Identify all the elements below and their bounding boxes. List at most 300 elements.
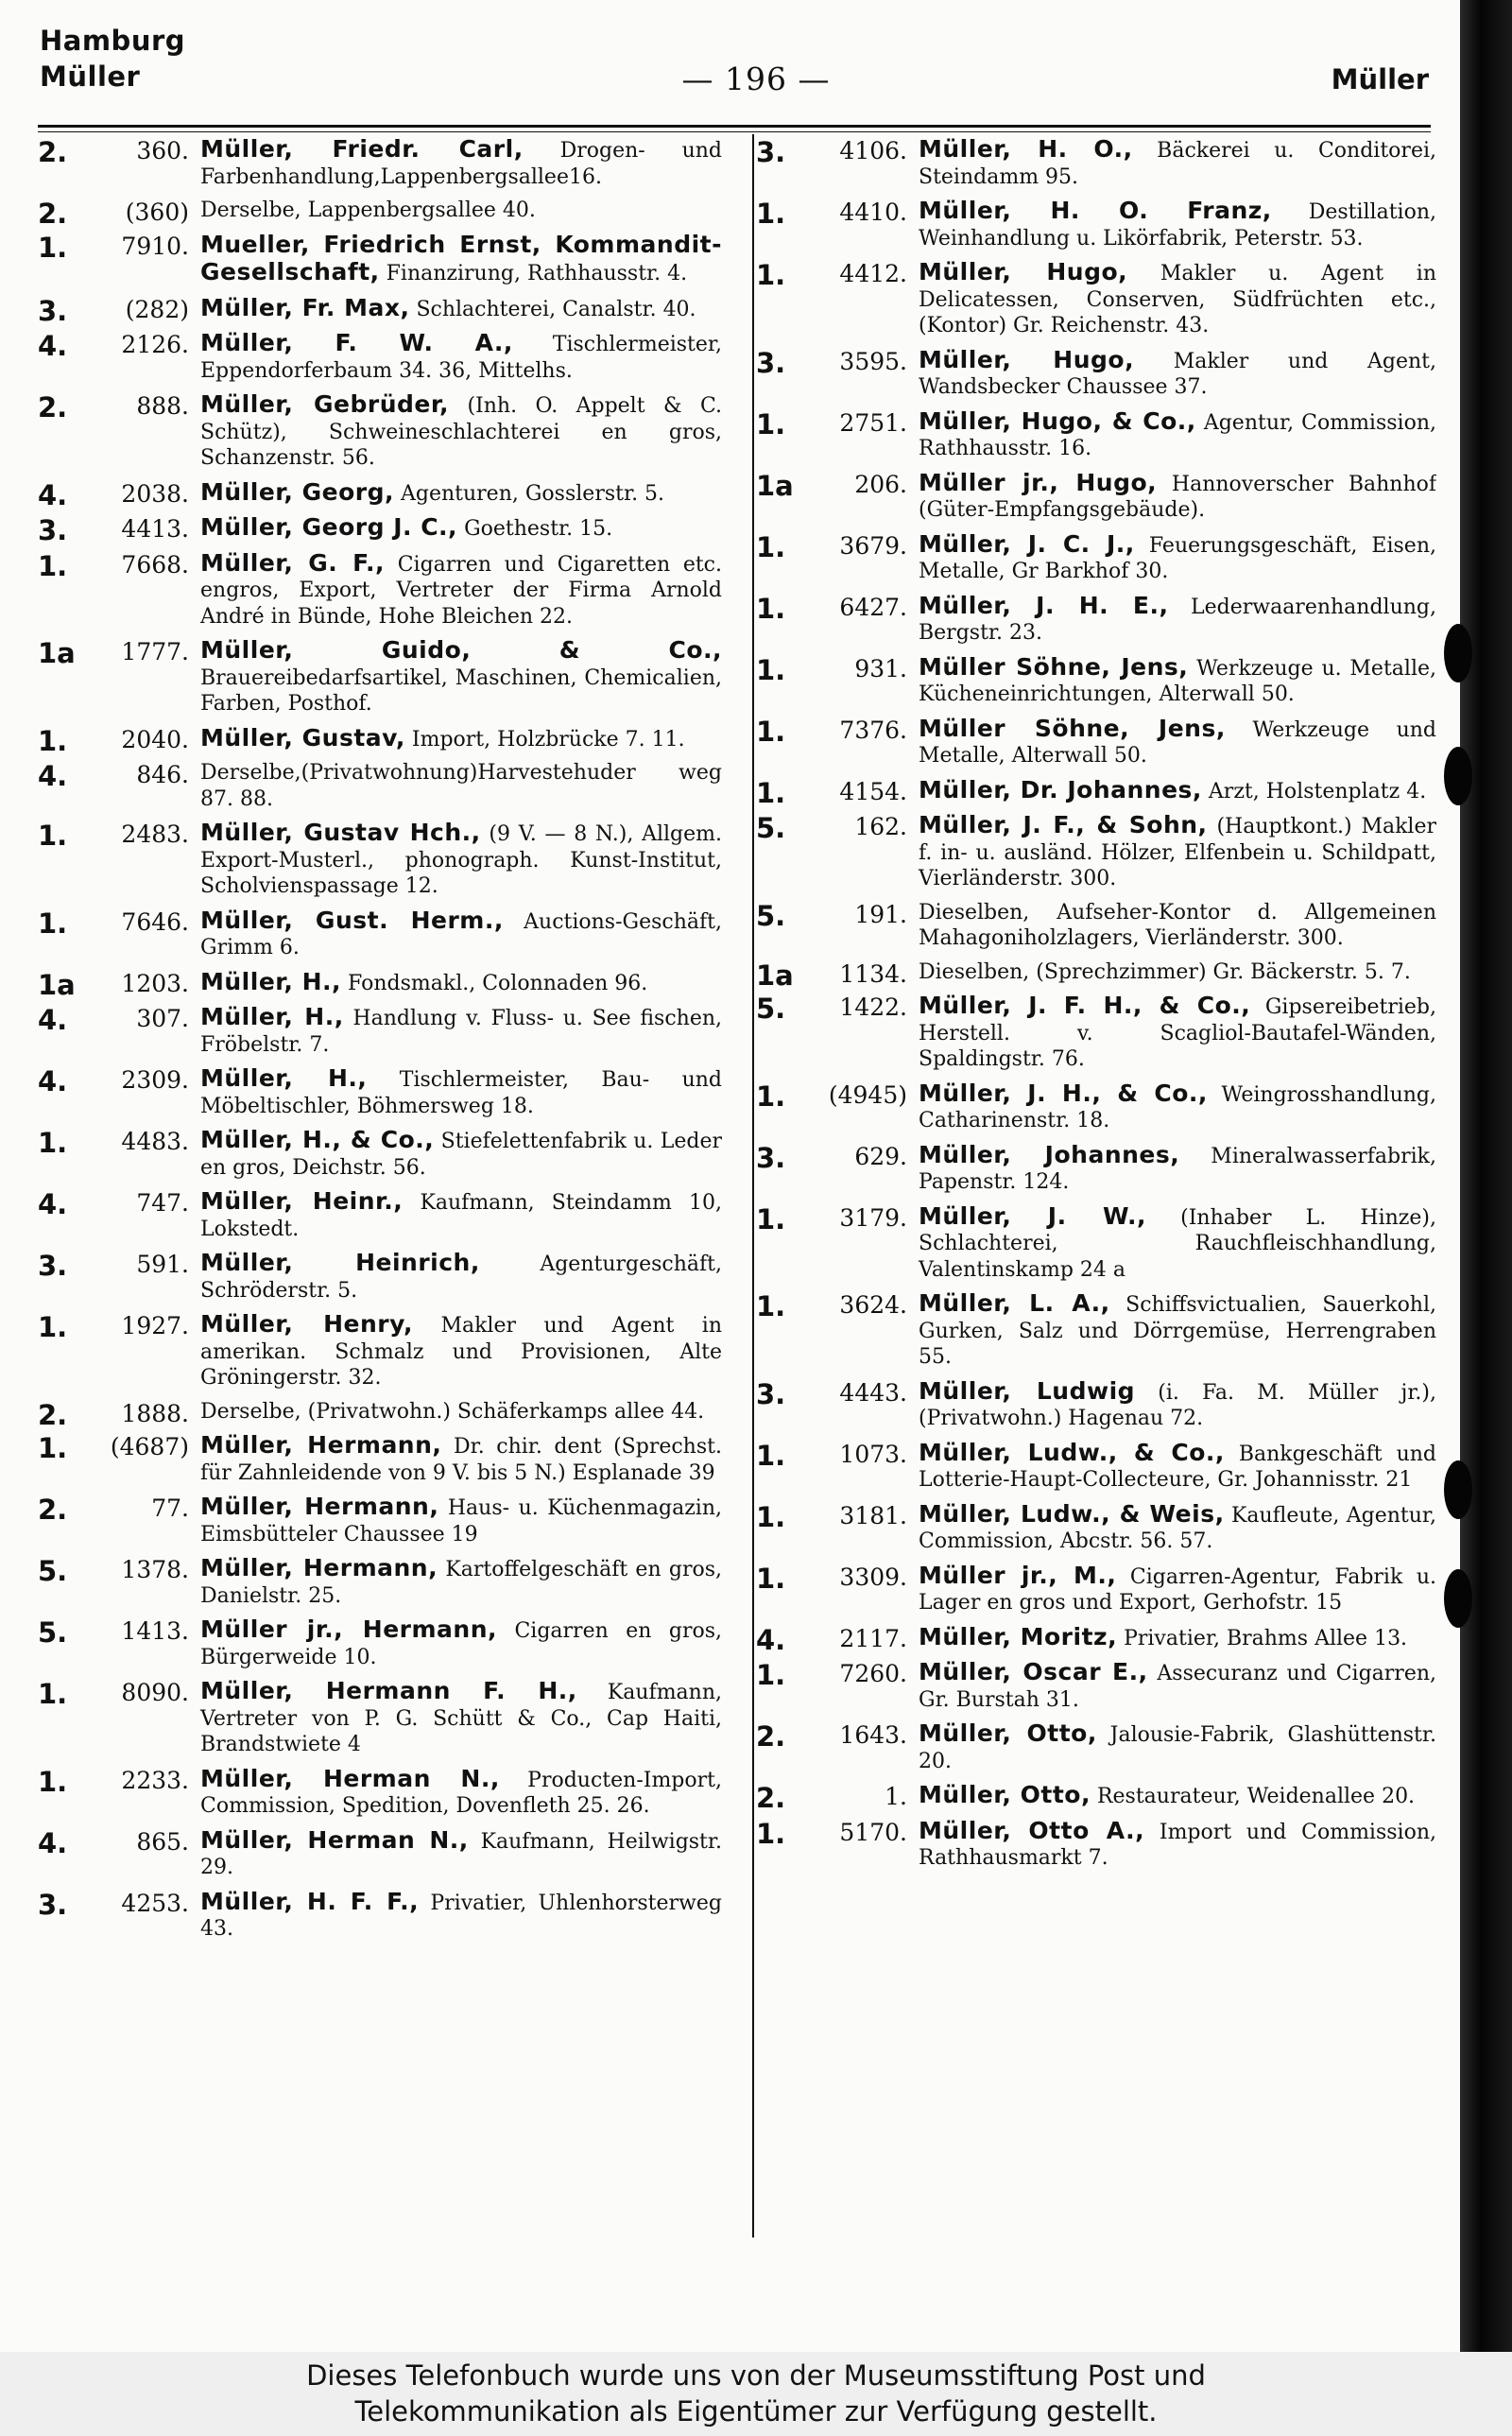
subscriber-name: Müller, Hermann,: [200, 1493, 439, 1520]
subscriber-name: Müller, H. O.,: [919, 136, 1133, 163]
entry-details: Lederwaarenhandlung, Bergstr. 23.: [919, 595, 1436, 645]
subscriber-name: Müller Söhne, Jens,: [919, 652, 1189, 681]
entry-details: Restaurateur, Weidenallee 20.: [1096, 1785, 1416, 1808]
directory-entry: [38, 232, 722, 287]
line-number: 4.: [756, 1623, 786, 1656]
line-number: 4.: [38, 1826, 68, 1859]
phone-number: (4945): [828, 1080, 907, 1109]
directory-entry: [38, 1889, 722, 1943]
line-number: 2.: [756, 1720, 786, 1753]
phone-number: 3624.: [839, 1291, 907, 1319]
phone-number: 4154.: [839, 777, 907, 805]
directory-entry: [756, 347, 1436, 401]
line-number: 2.: [38, 391, 68, 423]
subscriber-name: Müller, Hugo,: [919, 258, 1128, 285]
entry-details: Dieselben, (Sprechzimmer) Gr. Bäckerstr. 5. 7.: [919, 959, 1411, 984]
subscriber-name: Müller, Georg J. C.,: [200, 513, 458, 541]
binding-hole: [1444, 1569, 1472, 1628]
entry-details: Werkzeuge u. Metalle, Kücheneinrichtungen, Alterwall 50.: [919, 656, 1436, 706]
line-number: 4.: [38, 760, 68, 792]
entry-details: Import und Commission, Rathhausmarkt 7.: [919, 1820, 1436, 1870]
directory-entry: [756, 1720, 1436, 1774]
phone-number: (282): [125, 295, 189, 323]
entry-details: Mineralwasserfabrik, Papenstr. 124.: [919, 1144, 1436, 1194]
entry-details: Schlachterei, Canalstr. 40.: [416, 297, 696, 321]
subscriber-name: Müller, H.,: [200, 1003, 344, 1030]
binding-hole: [1444, 1460, 1472, 1519]
phone-number: 2117.: [839, 1624, 907, 1652]
phone-number: 865.: [136, 1827, 189, 1856]
phone-number: (4687): [110, 1433, 189, 1460]
directory-entry: [38, 1827, 722, 1881]
subscriber-name: Müller, Ludw., & Weis,: [919, 1499, 1225, 1528]
directory-entry: [756, 1203, 1436, 1284]
phone-number: 4410.: [839, 199, 907, 226]
subscriber-name: Müller, Friedr. Carl,: [200, 136, 524, 163]
phone-number: 1888.: [121, 1399, 189, 1427]
phone-number: 2040.: [121, 725, 189, 753]
phone-number: 931.: [854, 654, 907, 682]
line-number: 1.: [756, 1439, 786, 1472]
line-number: 5.: [756, 993, 786, 1025]
line-number: 1.: [38, 1311, 68, 1343]
directory-entry: [756, 1659, 1436, 1713]
line-number: 3.: [38, 1888, 68, 1921]
line-number: 4.: [38, 1065, 68, 1097]
directory-entry: [38, 550, 722, 631]
phone-number: 3595.: [839, 347, 907, 375]
entry-details: Derselbe, Lappenbergsallee 40.: [200, 199, 536, 222]
phone-number: 1777.: [121, 638, 189, 665]
phone-number: 2038.: [121, 479, 189, 508]
line-number: 1.: [38, 907, 68, 940]
directory-entry: [756, 1563, 1436, 1616]
phone-number: 1378.: [121, 1556, 189, 1583]
subscriber-name: Müller, Hermann,: [200, 1431, 442, 1459]
right-column: [756, 136, 1436, 2244]
subscriber-name: Müller, Gustav,: [200, 723, 405, 752]
directory-entry: [38, 1494, 722, 1547]
entry-details: Stiefelettenfabrik u. Leder en gros, Deichstr. 56.: [200, 1130, 722, 1180]
entry-details: Destillation, Weinhandlung u. Likörfabrik, Peterstr. 53.: [919, 200, 1436, 251]
line-number: 3.: [38, 514, 68, 546]
line-number: 5.: [756, 899, 786, 932]
subscriber-name: Müller, J. F., & Sohn,: [919, 811, 1208, 838]
directory-entry: [756, 470, 1436, 524]
entry-details: Producten-Import, Commission, Spedition, Dovenfleth 25. 26.: [200, 1768, 722, 1818]
subscriber-name: Müller, Gustav Hch.,: [200, 819, 481, 846]
entry-details: Handlung v. Fluss- u. See fischen, Fröbelstr. 7.: [200, 1007, 722, 1057]
phone-number: 747.: [136, 1189, 189, 1217]
directory-entry: [38, 136, 722, 190]
phone-number: 2483.: [121, 821, 189, 848]
entry-details: Makler und Agent, Wandsbecker Chaussee 37.: [919, 349, 1436, 399]
directory-entry: [756, 812, 1436, 892]
directory-entry: [756, 654, 1436, 708]
line-number: 1.: [756, 1080, 786, 1113]
entry-details: Finanzirung, Rathhausstr. 4.: [386, 262, 688, 285]
subscriber-name: Müller, Heinr.,: [200, 1187, 404, 1215]
subscriber-name: Müller, H. F. F.,: [200, 1887, 420, 1915]
line-number: 1.: [756, 715, 786, 748]
entry-details: (Hauptkont.) Makler f. in- u. ausländ. Hölzer, Elfenbein u. Schildpatt, Vierländerstr. 300.: [919, 815, 1436, 890]
subscriber-name: Müller, Georg,: [200, 477, 394, 506]
subscriber-name: Müller, Herman N.,: [200, 1825, 469, 1854]
directory-entry: [38, 1766, 722, 1820]
entry-details: Dieselben, Aufseher-Kontor d. Allgemeinen Mahagoniholzlagers, Vierländerstr. 300.: [919, 900, 1436, 950]
line-number: 5.: [38, 1616, 68, 1649]
subscriber-name: Müller, J. H., & Co.,: [919, 1079, 1208, 1107]
subscriber-name: Müller, Gust. Herm.,: [200, 906, 504, 934]
entry-details: Arzt, Holstenplatz 4.: [1208, 779, 1427, 803]
phone-number: 591.: [136, 1251, 189, 1278]
phone-number: 1413.: [121, 1617, 189, 1645]
line-number: 3.: [38, 294, 68, 327]
phone-number: 4483.: [121, 1128, 189, 1155]
directory-entry: [38, 1127, 722, 1181]
phone-number: 1134.: [839, 959, 907, 988]
phone-number: 1643.: [839, 1721, 907, 1749]
subscriber-name: Müller jr., Hermann,: [200, 1615, 497, 1643]
phone-number: 3179.: [839, 1203, 907, 1232]
directory-entry: [756, 1781, 1436, 1814]
phone-number: 2233.: [121, 1766, 189, 1794]
line-number: 2.: [756, 1782, 786, 1814]
entry-details: Bäckerei u. Conditorei, Steindamm 95.: [919, 139, 1436, 189]
directory-entry: [38, 1250, 722, 1304]
line-number: 1.: [38, 724, 68, 757]
line-number: 1a: [38, 637, 76, 669]
directory-entry: [756, 136, 1436, 190]
scan-edge: [1460, 0, 1512, 2352]
line-number: 4.: [38, 1004, 68, 1036]
subscriber-name: Müller, Gebrüder,: [200, 390, 450, 418]
subscriber-name: Müller, J. C. J.,: [919, 529, 1135, 558]
subscriber-name: Müller, Fr. Max,: [200, 293, 410, 321]
phone-number: 4253.: [121, 1889, 189, 1917]
entry-details: Privatier, Brahms Allee 13.: [1124, 1626, 1408, 1650]
phone-number: 7260.: [839, 1660, 907, 1687]
line-number: 4.: [38, 478, 68, 511]
subscriber-name: Müller, G. F.,: [200, 548, 386, 577]
entry-details: Bankgeschäft und Lotterie-Haupt-Collecteure, Gr. Johannisstr. 21: [919, 1442, 1436, 1492]
phone-number: 206.: [854, 470, 907, 498]
directory-entry: [38, 330, 722, 384]
entry-details: Agenturgeschäft, Schröderstr. 5.: [200, 1253, 722, 1303]
entry-details: Agentur, Commission, Rathhausstr. 16.: [919, 410, 1436, 460]
entry-details: Schiffsvictualien, Sauerkohl, Gurken, Salz und Dörrgemüse, Herrengraben 55.: [919, 1293, 1436, 1369]
subscriber-name: Müller, Otto,: [919, 1781, 1091, 1808]
directory-entry: [38, 1678, 722, 1758]
line-number: 1.: [756, 407, 786, 441]
footer-line-1: Dieses Telefonbuch wurde uns von der Museumsstiftung Post und: [306, 2359, 1206, 2392]
directory-entry: [756, 408, 1436, 462]
phone-number: 4443.: [839, 1378, 907, 1407]
entry-details: Fondsmakl., Colonnaden 96.: [348, 971, 648, 995]
entry-details: Goethestr. 15.: [464, 517, 613, 541]
line-number: 1.: [756, 530, 786, 563]
directory-entry: [756, 900, 1436, 952]
entry-details: (Inhaber L. Hinze), Schlachterei, Rauchfleischhandlung, Valentinskamp 24 a: [919, 1205, 1436, 1282]
phone-number: 2126.: [121, 331, 189, 358]
line-number: 3.: [756, 136, 786, 168]
phone-number: 162.: [854, 813, 907, 840]
phone-number: 2309.: [121, 1066, 189, 1094]
directory-entry: [38, 1398, 722, 1431]
subscriber-name: Müller, Johannes,: [919, 1140, 1180, 1168]
entry-details: Kaufmann, Vertreter von P. G. Schütt & Co., Cap Haiti, Brandstwiete 4: [200, 1681, 722, 1756]
directory-entry: [38, 513, 722, 546]
entry-details: Derselbe,(Privatwohnung)Harvestehuder weg 87. 88.: [200, 761, 722, 811]
phone-number: 77.: [151, 1494, 189, 1522]
line-number: 3.: [38, 1250, 68, 1282]
phone-number: 4412.: [839, 260, 907, 287]
header-rule-thin: [38, 131, 1431, 132]
footer-notice: [0, 2352, 1512, 2436]
directory-entry: [38, 1188, 722, 1242]
line-number: 3.: [756, 1141, 786, 1174]
subscriber-name: Müller, Hugo, & Co.,: [919, 406, 1196, 435]
directory-entry: [38, 293, 722, 327]
subscriber-name: Müller, J. W.,: [919, 1201, 1146, 1230]
entry-details: Gipsereibetrieb, Herstell. v. Scagliol-Bautafel-Wänden, Spaldingstr. 76.: [919, 995, 1436, 1071]
subscriber-name: Müller, Herman N.,: [200, 1764, 500, 1792]
line-number: 2.: [38, 1398, 68, 1431]
subscriber-name: Müller, Ludwig: [919, 1376, 1136, 1405]
directory-entry: [38, 1616, 722, 1670]
entry-details: Cigarren en gros, Bürgerweide 10.: [200, 1619, 722, 1669]
directory-entry: [38, 1432, 722, 1486]
entry-details: Makler u. Agent in Delicatessen, Conserven, Südfrüchten etc., (Kontor) Gr. Reichenstr. 43.: [919, 262, 1436, 337]
subscriber-name: Müller, L. A.,: [919, 1289, 1110, 1317]
subscriber-name: Müller, F. W. A.,: [200, 329, 513, 356]
phone-number: 4106.: [839, 137, 907, 164]
phone-number: 7646.: [121, 907, 189, 936]
directory-entry: [756, 198, 1436, 251]
entry-details: (9 V. — 8 N.), Allgem. Export-Musterl., phonograph. Kunst-Institut, Scholvienspassage 12.: [200, 822, 722, 898]
entry-details: Assecuranz und Cigarren, Gr. Burstah 31.: [919, 1662, 1436, 1712]
phone-number: 307.: [136, 1005, 189, 1032]
line-number: 1.: [756, 1290, 786, 1322]
subscriber-name: Müller, H.,: [200, 1064, 368, 1092]
entry-details: Kartoffelgeschäft en gros, Danielstr. 25.: [200, 1558, 722, 1608]
subscriber-name: Müller, Dr. Johannes,: [919, 775, 1202, 803]
subscriber-name: Müller, Hermann,: [200, 1554, 438, 1581]
directory-entry: [756, 1501, 1436, 1555]
entry-details: Dr. chir. dent (Sprechst. für Zahnleidende von 9 V. bis 5 N.) Esplanade 39: [200, 1435, 722, 1485]
entry-details: (Inh. O. Appelt & C. Schütz), Schweineschlachterei en gros, Schanzenstr. 56.: [200, 394, 722, 470]
line-number: 1.: [38, 1765, 68, 1798]
subscriber-name: Müller, J. H. E.,: [919, 591, 1169, 619]
directory-entry: [756, 259, 1436, 339]
line-number: 5.: [756, 812, 786, 844]
phone-number: 8090.: [121, 1679, 189, 1706]
line-number: 2.: [38, 136, 68, 168]
entry-details: Derselbe, (Privatwohn.) Schäferkamps allee 44.: [200, 1399, 705, 1424]
entry-details: Privatier, Uhlenhorsterweg 43.: [200, 1891, 722, 1941]
phone-number: 846.: [136, 761, 189, 788]
subscriber-name: Müller jr., Hugo,: [919, 468, 1158, 496]
line-number: 1.: [38, 231, 68, 264]
directory-entry: [38, 1004, 722, 1058]
entry-details: Agenturen, Gosslerstr. 5.: [401, 481, 665, 506]
line-number: 1a: [38, 968, 76, 1001]
subscriber-name: Müller, Guido, & Co.,: [200, 636, 722, 664]
phone-number: 1.: [885, 1783, 907, 1810]
directory-entry: [38, 1065, 722, 1119]
entry-details: Cigarren und Cigaretten etc. engros, Export, Vertreter der Firma Arnold André in Bünde, Hohe Bleichen 22.: [200, 552, 722, 629]
phone-number: 2751.: [839, 408, 907, 437]
directory-entry: [756, 1818, 1436, 1872]
line-number: 2.: [38, 1494, 68, 1526]
entry-details: Drogen- und Farbenhandlung,Lappenbergsallee16.: [200, 139, 722, 189]
line-number: 1.: [756, 653, 786, 686]
directory-entry: [38, 967, 722, 1001]
line-number: 1.: [38, 549, 68, 582]
phone-number: 191.: [854, 900, 907, 928]
directory-entry: [756, 1080, 1436, 1134]
directory-entry: [756, 959, 1436, 992]
left-column: [38, 136, 722, 2244]
directory-entry: [756, 531, 1436, 585]
entry-details: Kaufmann, Heilwigstr. 29.: [200, 1829, 722, 1879]
phone-number: 1203.: [121, 969, 189, 997]
subscriber-name: Müller, Oscar E.,: [919, 1658, 1148, 1685]
directory-entry: [38, 760, 722, 812]
entry-details: Import, Holzbrücke 7. 11.: [411, 727, 685, 752]
line-number: 1.: [38, 1127, 68, 1159]
line-number: 1.: [756, 198, 786, 230]
directory-entry: [756, 1378, 1436, 1432]
entry-details: Kaufleute, Agentur, Commission, Abcstr. 56. 57.: [919, 1503, 1436, 1553]
subscriber-name: Müller, Otto A.,: [919, 1816, 1145, 1844]
subscriber-name: Müller, J. F. H., & Co.,: [919, 992, 1251, 1019]
subscriber-name: Müller Söhne, Jens,: [919, 714, 1226, 742]
phone-number: 7910.: [121, 232, 189, 260]
directory-entry: [38, 723, 722, 757]
phone-number: 7668.: [121, 550, 189, 579]
directory-entry: [756, 1142, 1436, 1196]
subscriber-name: Müller, Henry,: [200, 1310, 413, 1338]
subscriber-name: Müller, Otto,: [919, 1719, 1097, 1747]
line-number: 1.: [756, 1202, 786, 1235]
left-keyword: Müller: [40, 60, 141, 93]
line-number: 3.: [756, 1377, 786, 1410]
header-rule: [38, 125, 1431, 128]
footer-line-2: Telekommunikation als Eigentümer zur Verfügung gestellt.: [354, 2395, 1158, 2427]
line-number: 1.: [756, 776, 786, 809]
column-divider: [752, 134, 754, 2237]
phone-number: 6427.: [839, 593, 907, 621]
entry-details: Feuerungsgeschäft, Eisen, Metalle, Gr Barkhof 30.: [919, 533, 1436, 583]
line-number: 1.: [756, 1562, 786, 1595]
subscriber-name: Müller, Hermann F. H.,: [200, 1677, 577, 1704]
binding-hole: [1444, 624, 1472, 682]
subscriber-name: Müller, H., & Co.,: [200, 1126, 435, 1153]
phone-number: 4413.: [121, 515, 189, 543]
entry-details: Haus- u. Küchenmagazin, Eimsbütteler Chaussee 19: [200, 1496, 722, 1546]
line-number: 1.: [38, 1432, 68, 1464]
phone-number: (360): [125, 199, 189, 226]
phone-number: 7376.: [839, 716, 907, 744]
phone-number: 629.: [854, 1142, 907, 1170]
line-number: 1.: [756, 259, 786, 291]
phone-number: 888.: [136, 392, 189, 420]
entry-details: Jalousie-Fabrik, Glashüttenstr. 20.: [919, 1723, 1436, 1773]
entry-details: Auctions-Geschäft, Grimm 6.: [200, 909, 722, 959]
directory-entry: [756, 593, 1436, 647]
entry-details: Makler und Agent in amerikan. Schmalz und Provisionen, Alte Gröningerstr. 32.: [200, 1314, 722, 1390]
subscriber-name: Müller, H. O. Franz,: [919, 197, 1272, 224]
line-number: 2.: [38, 198, 68, 230]
directory-entry: [38, 477, 722, 511]
phone-number: 1422.: [839, 993, 907, 1021]
phone-number: 5170.: [839, 1818, 907, 1846]
phone-number: 3679.: [839, 531, 907, 560]
line-number: 1.: [756, 1659, 786, 1691]
directory-entry: [38, 391, 722, 472]
line-number: 1a: [756, 469, 794, 502]
subscriber-name: Müller jr., M.,: [919, 1561, 1117, 1589]
subscriber-name: Mueller, Friedrich Ernst, Kommandit-Gesellschaft,: [200, 230, 722, 285]
phone-number: 3309.: [839, 1563, 907, 1591]
directory-entry: [38, 1555, 722, 1609]
phone-number: 360.: [136, 137, 189, 164]
entry-details: Werkzeuge und Metalle, Alterwall 50.: [919, 717, 1436, 768]
line-number: 4.: [38, 330, 68, 362]
directory-entry: [756, 775, 1436, 809]
entry-details: Cigarren-Agentur, Fabrik u. Lager en gros und Export, Gerhofstr. 15: [919, 1564, 1436, 1615]
line-number: 4.: [38, 1188, 68, 1220]
line-number: 5.: [38, 1555, 68, 1587]
entry-details: Hannoverscher Bahnhof (Güter-Empfangsgebäude).: [919, 472, 1436, 522]
subscriber-name: Müller, H.,: [200, 967, 342, 995]
line-number: 1.: [38, 820, 68, 852]
city-heading: Hamburg: [40, 25, 186, 57]
entry-details: Tischlermeister, Bau- und Möbeltischler, Böhmersweg 18.: [200, 1068, 722, 1118]
subscriber-name: Müller, Ludw., & Co.,: [919, 1438, 1225, 1466]
binding-hole: [1444, 747, 1472, 805]
subscriber-name: Müller, Moritz,: [919, 1622, 1118, 1650]
line-number: 1.: [756, 1817, 786, 1850]
directory-entry: [756, 1290, 1436, 1371]
directory-entry: [756, 1440, 1436, 1494]
phone-number: 1927.: [121, 1312, 189, 1339]
right-keyword: Müller: [1331, 63, 1429, 95]
entry-details: Kaufmann, Steindamm 10, Lokstedt.: [200, 1191, 722, 1241]
directory-entry: [38, 637, 722, 717]
directory-entry: [38, 198, 722, 230]
entry-details: Brauereibedarfsartikel, Maschinen, Chemicalien, Farben, Posthof.: [200, 665, 722, 716]
entry-details: (i. Fa. M. Müller jr.), (Privatwohn.) Hagenau 72.: [919, 1380, 1436, 1430]
line-number: 1.: [756, 592, 786, 625]
subscriber-name: Müller, Heinrich,: [200, 1249, 480, 1276]
page-number: — 196 —: [681, 60, 831, 97]
directory-entry: [38, 907, 722, 961]
phone-number: 3181.: [839, 1501, 907, 1529]
line-number: 1a: [756, 959, 794, 992]
line-number: 1.: [38, 1678, 68, 1710]
entry-details: Tischlermeister, Eppendorferbaum 34. 36, Mittelhs.: [200, 333, 722, 383]
line-number: 3.: [756, 346, 786, 379]
phone-number: 1073.: [839, 1440, 907, 1468]
directory-entry: [756, 1622, 1436, 1656]
subscriber-name: Müller, Hugo,: [919, 345, 1135, 373]
directory-entry: [756, 716, 1436, 769]
entry-details: Weingrosshandlung, Catharinenstr. 18.: [919, 1082, 1436, 1132]
line-number: 1.: [756, 1500, 786, 1533]
directory-entry: [756, 993, 1436, 1073]
